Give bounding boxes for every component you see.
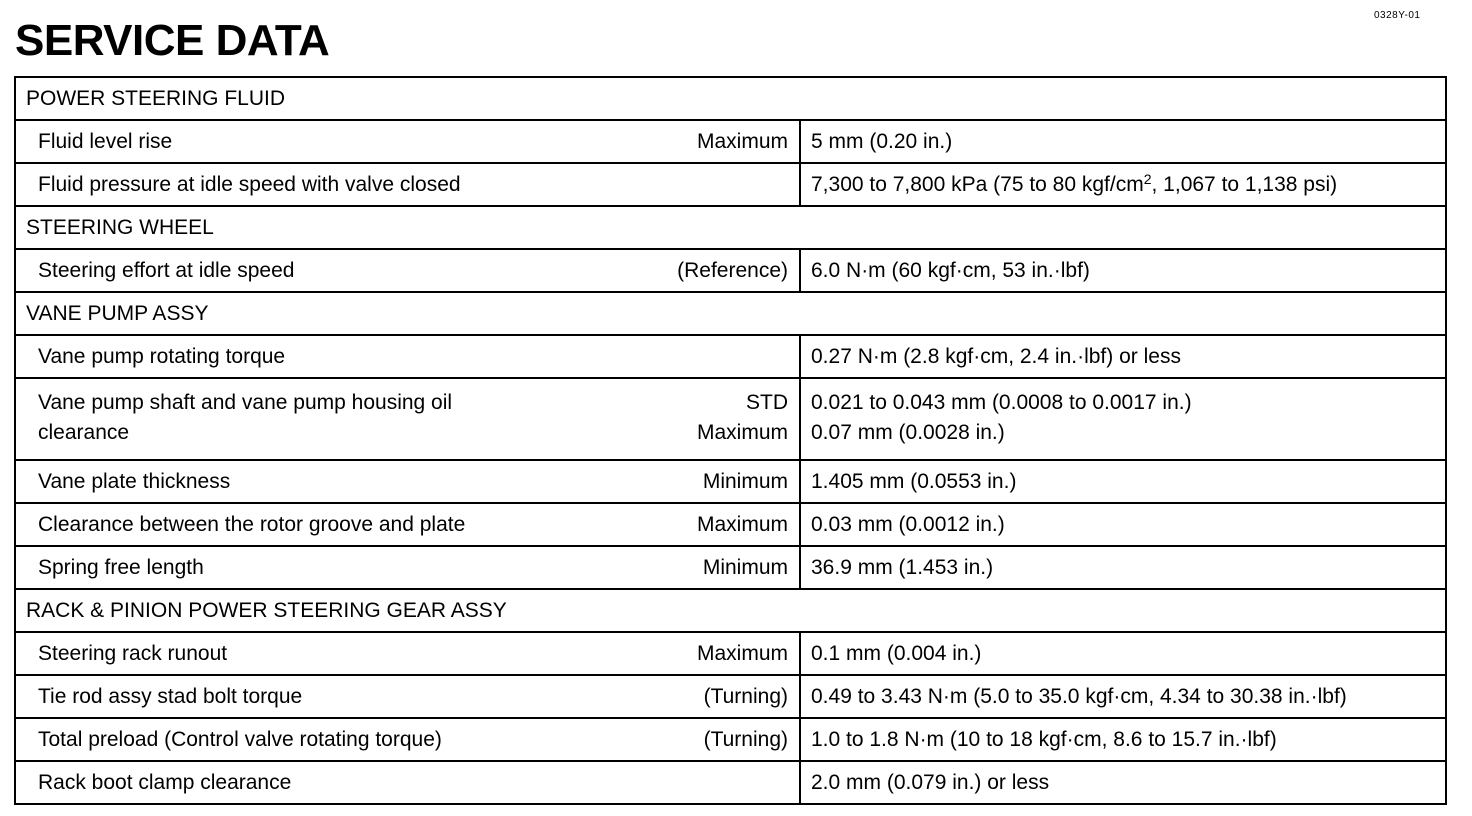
spec-name: Tie rod assy stad bolt torque	[15, 675, 508, 718]
spec-condition	[508, 335, 800, 378]
spec-name: Fluid pressure at idle speed with valve closed	[15, 163, 508, 206]
service-data-table	[14, 76, 1447, 805]
spec-condition: Minimum	[508, 546, 800, 589]
section-title: POWER STEERING FLUID	[15, 77, 1446, 120]
spec-value-rest: , 1,067 to 1,138 psi)	[1151, 172, 1338, 196]
spec-name: Total preload (Control valve rotating torque)	[15, 718, 508, 761]
spec-value: 0.27 N·m (2.8 kgf·cm, 2.4 in.·lbf) or less	[800, 335, 1446, 378]
spec-condition: (Turning)	[508, 675, 800, 718]
spec-value: 5 mm (0.20 in.)	[800, 120, 1446, 163]
spec-name: Steering effort at idle speed	[15, 249, 508, 292]
section-title: STEERING WHEEL	[15, 206, 1446, 249]
table-row	[15, 378, 1446, 460]
section-title: RACK & PINION POWER STEERING GEAR ASSY	[15, 589, 1446, 632]
table-row	[15, 120, 1446, 163]
spec-value	[800, 378, 1446, 460]
section-header	[15, 206, 1446, 249]
table-row	[15, 460, 1446, 503]
spec-value-main: 7,300 to 7,800 kPa (75 to 80 kgf/cm	[811, 172, 1144, 196]
table-row	[15, 675, 1446, 718]
spec-condition	[508, 378, 800, 460]
spec-value: 36.9 mm (1.453 in.)	[800, 546, 1446, 589]
table-row	[15, 163, 1446, 206]
spec-value: 6.0 N·m (60 kgf·cm, 53 in.·lbf)	[800, 249, 1446, 292]
spec-name: Steering rack runout	[15, 632, 508, 675]
spec-condition: Maximum	[508, 503, 800, 546]
section-title: VANE PUMP ASSY	[15, 292, 1446, 335]
spec-value: 0.1 mm (0.004 in.)	[800, 632, 1446, 675]
spec-condition: Maximum	[508, 632, 800, 675]
superscript: 2	[1143, 170, 1152, 187]
table-row	[15, 632, 1446, 675]
section-header	[15, 292, 1446, 335]
spec-name: Spring free length	[15, 546, 508, 589]
spec-name: Rack boot clamp clearance	[15, 761, 508, 804]
spec-condition	[508, 163, 800, 206]
section-header	[15, 77, 1446, 120]
spec-value	[800, 163, 1446, 206]
table-row	[15, 335, 1446, 378]
document-id: 0328Y-01	[1374, 10, 1421, 21]
spec-value: 0.49 to 3.43 N·m (5.0 to 35.0 kgf·cm, 4.34 to 30.38 in.·lbf)	[800, 675, 1446, 718]
page-title: SERVICE DATA	[15, 16, 330, 65]
spec-condition: Maximum	[508, 120, 800, 163]
section-header	[15, 589, 1446, 632]
spec-value: 0.03 mm (0.0012 in.)	[800, 503, 1446, 546]
spec-condition: (Turning)	[508, 718, 800, 761]
table-row	[15, 718, 1446, 761]
spec-name: Vane pump shaft and vane pump housing oil clearance	[15, 378, 508, 460]
spec-value: 1.405 mm (0.0553 in.)	[800, 460, 1446, 503]
spec-name: Clearance between the rotor groove and plate	[15, 503, 508, 546]
spec-value: 1.0 to 1.8 N·m (10 to 18 kgf·cm, 8.6 to 15.7 in.·lbf)	[800, 718, 1446, 761]
spec-condition-std: STD	[746, 391, 788, 414]
table-row	[15, 761, 1446, 804]
table-row	[15, 249, 1446, 292]
spec-value-max: 0.07 mm (0.0028 in.)	[811, 421, 1005, 444]
spec-name: Vane plate thickness	[15, 460, 508, 503]
table-row	[15, 503, 1446, 546]
table-row	[15, 546, 1446, 589]
spec-value-std: 0.021 to 0.043 mm (0.0008 to 0.0017 in.)	[811, 391, 1192, 414]
spec-condition-max: Maximum	[696, 421, 788, 444]
spec-condition: Minimum	[508, 460, 800, 503]
spec-value: 2.0 mm (0.079 in.) or less	[800, 761, 1446, 804]
spec-name: Vane pump rotating torque	[15, 335, 508, 378]
spec-condition: (Reference)	[508, 249, 800, 292]
spec-condition	[508, 761, 800, 804]
spec-name: Fluid level rise	[15, 120, 508, 163]
